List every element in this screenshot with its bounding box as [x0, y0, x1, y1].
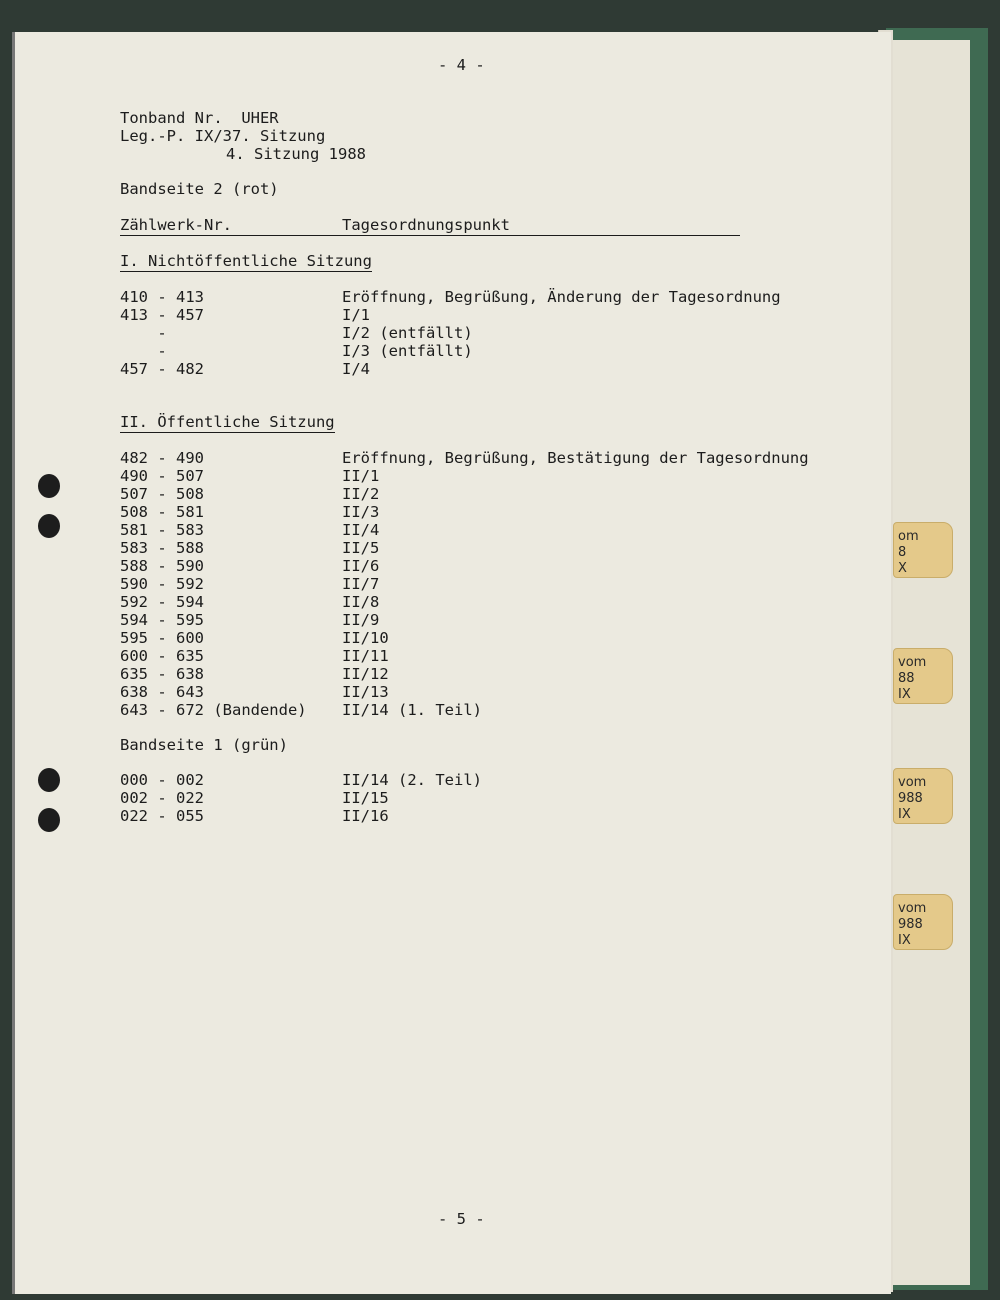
- counter-range: 413 - 457: [120, 306, 204, 324]
- tab-text: IX: [898, 933, 911, 948]
- tab-text: vom: [898, 655, 927, 670]
- column-header-agenda: Tagesordnungspunkt: [342, 216, 510, 234]
- counter-range: 002 - 022: [120, 789, 204, 807]
- session-line: 4. Sitzung 1988: [226, 145, 366, 163]
- counter-range: 592 - 594: [120, 593, 204, 611]
- section-1-title-text: I. Nichtöffentliche Sitzung: [120, 252, 372, 270]
- agenda-item: II/15: [342, 789, 389, 807]
- counter-range: 590 - 592: [120, 575, 204, 593]
- agenda-item: II/6: [342, 557, 380, 575]
- counter-range: -: [120, 342, 167, 360]
- counter-range: 482 - 490: [120, 449, 204, 467]
- agenda-item: I/2 (entfällt): [342, 324, 473, 342]
- tab-text: IX: [898, 807, 911, 822]
- agenda-item: II/10: [342, 629, 389, 647]
- agenda-item: I/3 (entfällt): [342, 342, 473, 360]
- counter-range: 635 - 638: [120, 665, 204, 683]
- legislature-line: Leg.-P. IX/37. Sitzung: [120, 127, 326, 145]
- agenda-item: II/11: [342, 647, 389, 665]
- tab-text: 88: [898, 671, 915, 686]
- agenda-item: II/1: [342, 467, 380, 485]
- agenda-item: II/5: [342, 539, 380, 557]
- counter-range: 581 - 583: [120, 521, 204, 539]
- counter-range: 490 - 507: [120, 467, 204, 485]
- counter-range: 508 - 581: [120, 503, 204, 521]
- counter-range: 588 - 590: [120, 557, 204, 575]
- counter-range: 643 - 672 (Bandende): [120, 701, 307, 719]
- agenda-item: I/1: [342, 306, 370, 324]
- counter-range: 000 - 002: [120, 771, 204, 789]
- tab-text: X: [898, 561, 907, 576]
- agenda-item: II/9: [342, 611, 380, 629]
- agenda-item: II/14 (1. Teil): [342, 701, 482, 719]
- counter-range: 583 - 588: [120, 539, 204, 557]
- bandseite-2-label: Bandseite 2 (rot): [120, 180, 279, 198]
- agenda-item: II/16: [342, 807, 389, 825]
- tab-text: vom: [898, 901, 927, 916]
- agenda-item: Eröffnung, Begrüßung, Bestätigung der Tagesordnung: [342, 449, 809, 467]
- agenda-item: II/13: [342, 683, 389, 701]
- column-header-rule: [120, 235, 740, 236]
- tab-text: 988: [898, 791, 923, 806]
- tab-text: om: [898, 529, 919, 544]
- counter-range: 022 - 055: [120, 807, 204, 825]
- counter-range: 507 - 508: [120, 485, 204, 503]
- counter-range: 595 - 600: [120, 629, 204, 647]
- tab-text: 988: [898, 917, 923, 932]
- agenda-item: II/12: [342, 665, 389, 683]
- column-header-counter: Zählwerk-Nr.: [120, 216, 232, 234]
- agenda-item: II/8: [342, 593, 380, 611]
- agenda-item: II/2: [342, 485, 380, 503]
- page-number-bottom: - 5 -: [438, 1210, 485, 1228]
- counter-range: 410 - 413: [120, 288, 204, 306]
- section-2-title-text: II. Öffentliche Sitzung: [120, 413, 335, 431]
- counter-range: 594 - 595: [120, 611, 204, 629]
- counter-range: -: [120, 324, 167, 342]
- agenda-item: I/4: [342, 360, 370, 378]
- tab-text: vom: [898, 775, 927, 790]
- page-number-top: - 4 -: [438, 56, 485, 74]
- agenda-item: II/4: [342, 521, 380, 539]
- tab-text: 8: [898, 545, 907, 560]
- agenda-item: II/7: [342, 575, 380, 593]
- tonband-line: Tonband Nr. UHER: [120, 109, 279, 127]
- counter-range: 600 - 635: [120, 647, 204, 665]
- agenda-item: II/14 (2. Teil): [342, 771, 482, 789]
- tab-text: IX: [898, 687, 911, 702]
- counter-range: 638 - 643: [120, 683, 204, 701]
- section-1-title: [120, 252, 372, 270]
- section-2-title: [120, 413, 335, 431]
- agenda-item: Eröffnung, Begrüßung, Änderung der Tagesordnung: [342, 288, 781, 306]
- counter-range: 457 - 482: [120, 360, 204, 378]
- agenda-item: II/3: [342, 503, 380, 521]
- bandseite-1-label: Bandseite 1 (grün): [120, 736, 288, 754]
